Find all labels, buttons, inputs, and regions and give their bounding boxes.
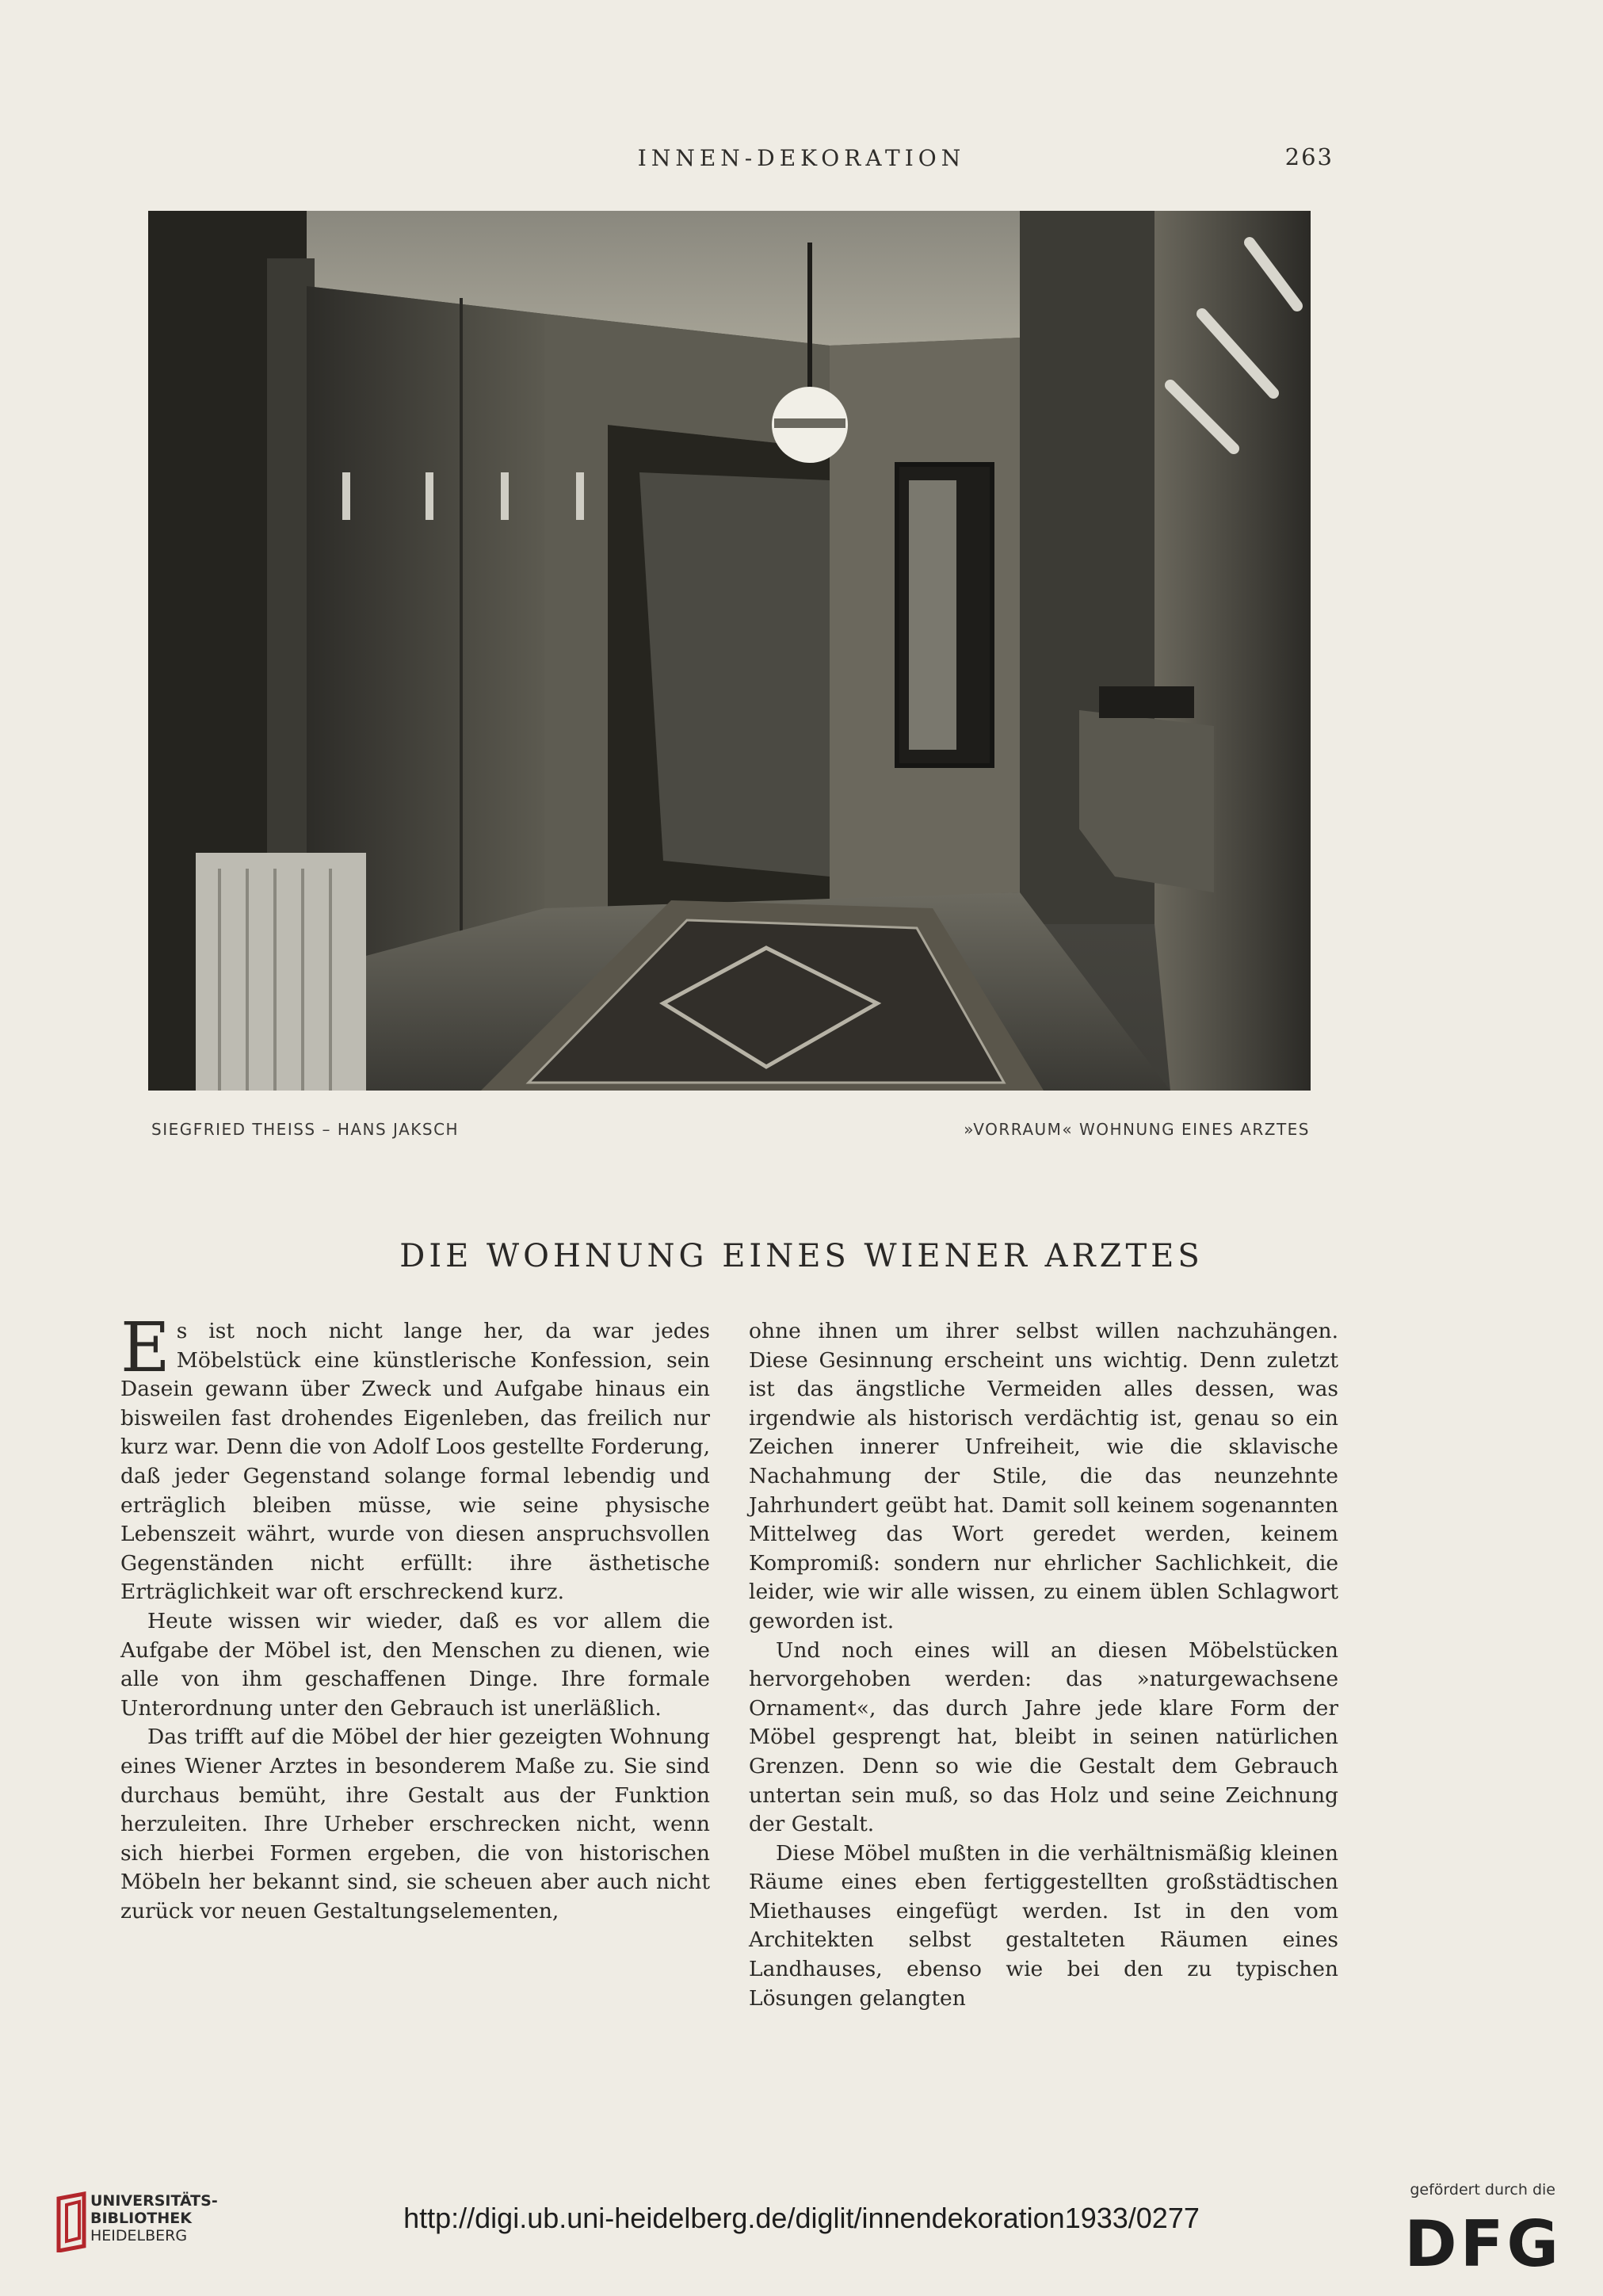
paragraph: Und noch eines will an diesen Möbelstücken hervorgehoben werden: das »naturgewachsene Ornament«, das durch Jahre jede klare Form der Möbel gesprengt hat, bleibt in seinen natürlichen Grenzen. Denn so wie die Gestalt dem Gebrauch untertan sein muß, so das Holz und seine Zeichnung der Gestalt. xyxy=(749,1637,1338,1837)
paragraph: ohne ihnen um ihrer selbst willen nachzuhängen. Diese Gesinnung erscheint uns wichtig. Denn zuletzt ist das ängstliche Vermeiden alles dessen, was irgendwie als historisch verdächtig ist, genau so ein Zeichen innerer Unfreiheit, wie die sklavische Nachahmung der Stile, die das neunzehnte Jahrhundert geübt hat. Damit soll keinem sogenannten Mittelweg das Wort geredet werden, keinem Kompromiß: sondern nur ehrlicher Sachlichkeit, die leider, wie wir alle wissen, zu einem üblen Schlagwort geworden ist. xyxy=(749,1319,1338,1633)
dfg-logo: DFG xyxy=(1404,2207,1562,2281)
photo-caption: »VORRAUM« WOHNUNG EINES ARZTES xyxy=(964,1120,1310,1139)
drop-cap: E xyxy=(120,1308,170,1388)
text-column-left xyxy=(120,1308,710,1926)
text-column-right xyxy=(749,1317,1338,2013)
article-title: DIE WOHNUNG EINES WIENER ARZTES xyxy=(399,1238,1204,1274)
page-number: 263 xyxy=(1284,143,1334,170)
paragraph: Diese Möbel mußten in die verhältnismäßig kleinen Räume eines eben fertiggestellten großstädtischen Miethauses eingefügt werden. Ist in den vom Architekten selbst gestalteten Räumen eines Landhauses, ebenso wie bei den zu typischen Lösungen gelangten xyxy=(749,1840,1338,2011)
vestibule-illustration xyxy=(148,211,1311,1091)
paragraph: Das trifft auf die Möbel der hier gezeigten Wohnung eines Wiener Arztes in besonderem Maße zu. Sie sind durchaus bemüht, ihre Gestalt aus der Funktion herzuleiten. Ihre Urheber erschrecken nicht, wenn sich hierbei Formen ergeben, die von historischen Möbeln her bekannt sind, sie scheuen aber auch nicht zurück vor neuen Gestaltungselementen, xyxy=(120,1725,710,1924)
source-url-link[interactable]: http://digi.ub.uni-heidelberg.de/diglit/innendekoration1933/0277 xyxy=(403,2202,1200,2234)
paragraph: Heute wissen wir wieder, daß es vor allem die Aufgabe der Möbel ist, den Menschen zu dienen, wie alle von ihm geschaffenen Dinge. Ihre formale Unterordnung unter den Gebrauch ist unerläßlich. xyxy=(120,1608,710,1721)
paragraph: Es ist noch nicht lange her, da war jedes Möbelstück eine künstlerische Konfession, sein Dasein gewann über Zweck und Aufgabe hinaus ein bisweilen fast drohendes Eigenleben, das freilich nur kurz war. Denn die von Adolf Loos gestellte Forderung, daß jeder Gegenstand solange formal lebendig und erträglich bleiben müsse, wie seine physische Lebenszeit währt, wurde von diesen anspruchsvollen Gegenständen nicht erfüllt: ihre ästhetische Erträglichkeit war oft erschreckend kurz. xyxy=(120,1308,710,1605)
institution-name: UNIVERSITÄTS- BIBLIOTHEK HEIDELBERG xyxy=(90,2192,218,2244)
funder-text: gefördert durch die xyxy=(1410,2181,1555,2199)
photo-credit: SIEGFRIED THEISS – HANS JAKSCH xyxy=(151,1120,460,1139)
interior-photograph xyxy=(148,211,1311,1091)
running-title: INNEN-DEKORATION xyxy=(637,145,966,171)
